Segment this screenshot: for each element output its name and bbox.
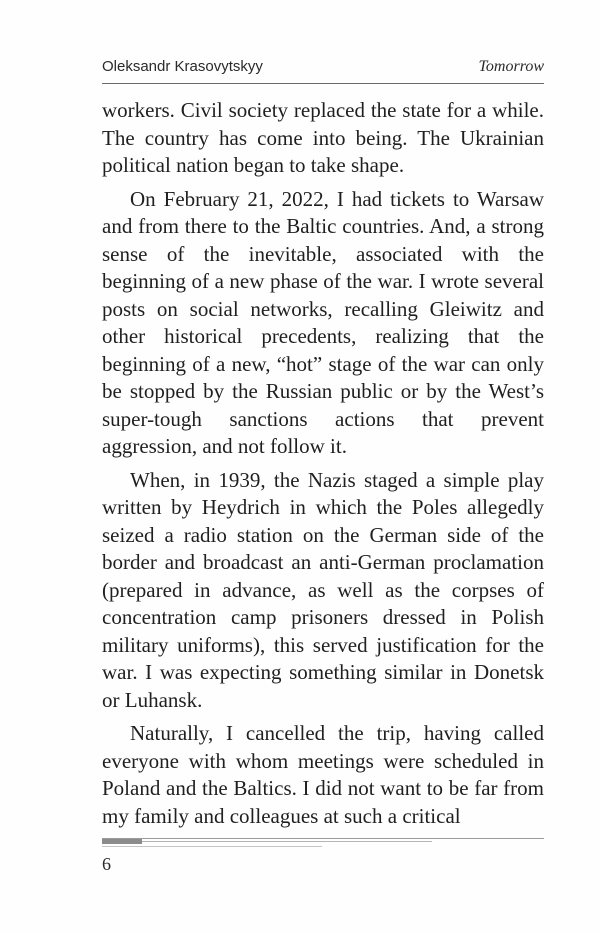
footer-rule-long <box>102 838 544 839</box>
page-number: 6 <box>102 854 111 874</box>
body-text <box>102 97 544 836</box>
paragraph-3: When, in 1939, the Nazis staged a simple play written by Heydrich in which the Poles allegedly seized a radio station on the German side of the border and broadcast an anti-German proclamation (prepared in advance, as well as the corpses of concentration camp prisoners dressed in Polish military uniforms), this served justification for the war. I was expecting something similar in Donetsk or Luhansk. <box>102 467 544 712</box>
footer-rule-short <box>102 846 322 847</box>
footer-rule-mid <box>142 841 432 842</box>
footer-decorative-rules <box>102 838 544 850</box>
header-author: Oleksandr Krasovytskyy <box>102 58 263 75</box>
paragraph-2: On February 21, 2022, I had tickets to Warsaw and from there to the Baltic countries. And, a strong sense of the inevitable, associated with the beginning of a new phase of the war. I wrote several posts on social networks, recalling Gleiwitz and other historical precedents, realizing that the beginning of a new, “hot” stage of the war can only be stopped by the Russian public or by the West’s super-tough sanctions actions that prevent aggression, and not follow it. <box>102 186 544 458</box>
footer-rule-block <box>102 839 142 844</box>
header-book-title: Tomorrow <box>478 58 544 75</box>
paragraph-1: workers. Civil society replaced the state for a while. The country has come into being. The Ukrainian political nation began to take shape. <box>102 98 544 177</box>
paragraph-4: Naturally, I cancelled the trip, having called everyone with whom meetings were scheduled in Poland and the Baltics. I did not want to be far from my family and colleagues at such a critical <box>102 721 544 828</box>
header-rule <box>102 83 544 84</box>
running-header <box>102 58 544 82</box>
